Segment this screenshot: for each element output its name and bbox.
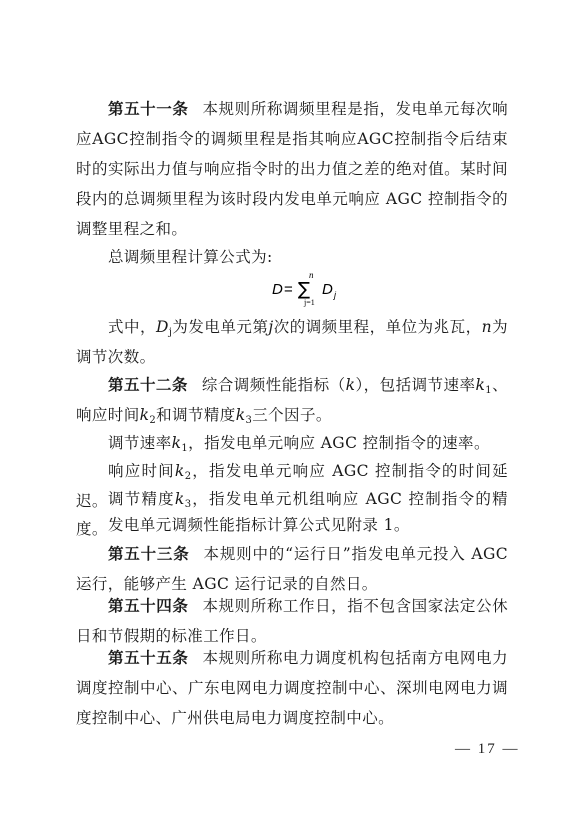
page-number: — 17 —: [455, 741, 520, 757]
article-53: [76, 539, 508, 599]
article-55: [76, 643, 508, 733]
sum-symbol: ∑: [298, 279, 311, 300]
article-text: 本规则中的“运行日”指发电单元投入 AGC 运行，能够产生 AGC 运行记录的自然日。: [76, 545, 508, 593]
adjust-rate-definition: 调节速率$k_1$，指发电单元响应 AGC 控制指令的速率。: [108, 434, 490, 454]
article-text: 本规则所称电力调度机构包括南方电网电力调度控制中心、广东电网电力调度控制中心、深圳电网电力调度控制中心、广州供电局电力调度控制中心。: [76, 649, 508, 727]
formula-equals: =: [284, 281, 293, 298]
article-51: [76, 94, 508, 244]
sum-upper-limit: n: [309, 270, 314, 280]
sum-lower-limit: j=1: [304, 298, 315, 307]
appendix-note: 发电单元调频性能指标计算公式见附录 1。: [108, 516, 410, 534]
article-52: 第五十二条 综合调频性能指标（k），包括调节速率$k_1$、响应时间$k_2$和调节精度$k_3$三个因子。: [76, 375, 509, 426]
response-time-definition: 响应时间$k_2$，指发电单元响应 AGC 控制指令的时间延迟。: [76, 462, 508, 510]
precision-definition: 调节精度$k_3$，指发电单元机组响应 AGC 控制指令的精度。: [76, 490, 508, 538]
formula-term: D: [322, 281, 333, 298]
article-label: 第五十五条: [108, 648, 189, 667]
article-text: 本规则所称调频里程是指，发电单元每次响应AGC控制指令的调频里程是指其响应AGC控制指令后结束时的实际出力值与响应指令时的出力值之差的绝对值。某时间段内的总调频里程为该时段内发电单元响应 AGC 控制指令的调整里程之和。: [76, 100, 508, 238]
article-label: 第五十二条: [108, 375, 188, 394]
formula-lhs: D: [272, 281, 283, 298]
article-54: [76, 591, 508, 651]
formula-intro: 总调频里程计算公式为:: [108, 248, 273, 266]
formula-explanation: 式中，$D_j$为发电单元第j次的调频里程，单位为兆瓦，n为调节次数。: [76, 318, 509, 366]
sum-formula: [270, 268, 370, 308]
article-label: 第五十三条: [108, 544, 190, 563]
article-label: 第五十一条: [108, 99, 189, 118]
article-label: 第五十四条: [108, 596, 189, 615]
article-text: 本规则所称工作日，指不包含国家法定公休日和节假期的标准工作日。: [76, 597, 508, 645]
formula-term-sub: j: [334, 290, 336, 300]
